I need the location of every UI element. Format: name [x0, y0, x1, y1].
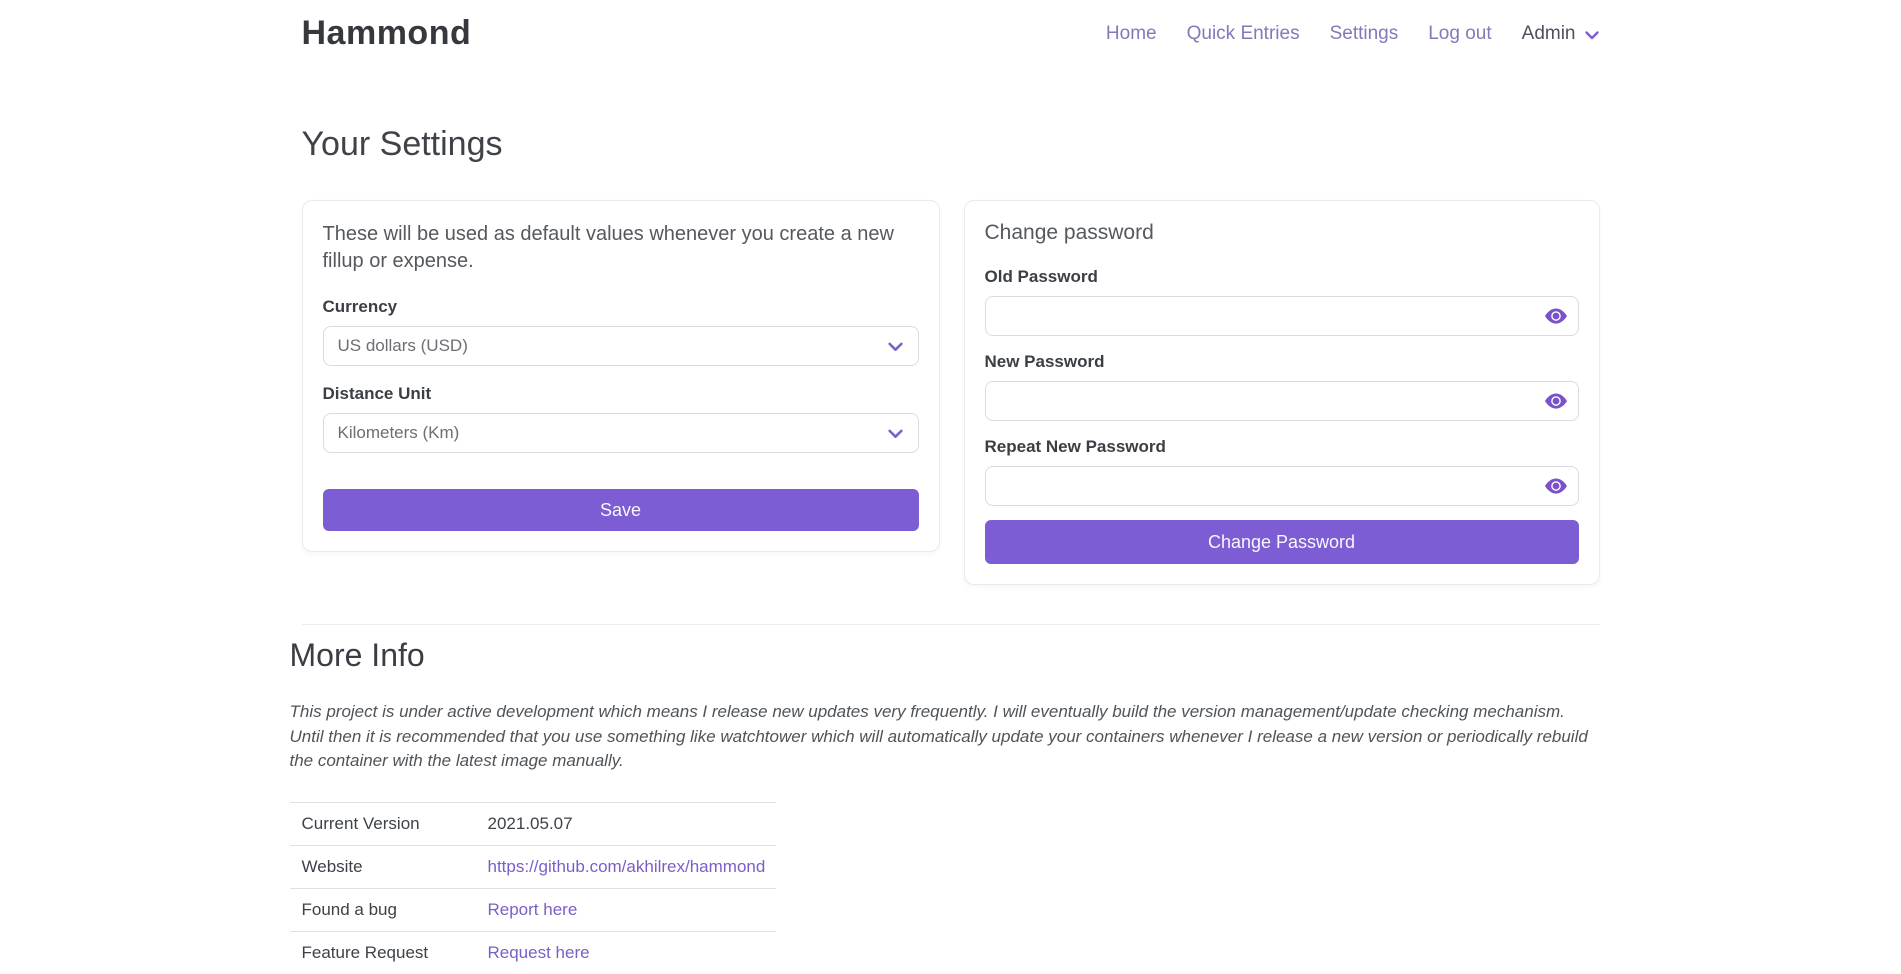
- table-row: [290, 931, 776, 974]
- save-button[interactable]: Save: [323, 489, 919, 531]
- toggle-repeat-password-visibility-button[interactable]: [1545, 475, 1567, 497]
- section-divider: [302, 624, 1600, 625]
- current-version-value: 2021.05.07: [476, 802, 776, 845]
- info-label: Feature Request: [290, 931, 476, 974]
- distance-unit-label: Distance Unit: [322, 384, 432, 403]
- chevron-down-icon: [887, 425, 904, 442]
- repeat-new-password-input[interactable]: [985, 466, 1579, 506]
- change-password-card: [964, 200, 1600, 585]
- more-info-section: [290, 637, 1600, 974]
- info-label: Website: [290, 845, 476, 888]
- nav-links: [1106, 23, 1600, 45]
- distance-unit-select[interactable]: [323, 413, 919, 453]
- development-note: This project is under active development which means I release new updates very frequently. I will eventually build the version management/update checking mechanism. Until then it is recommended that you use something like watchtower which will automatically update your containers whenever I release a new version or periodically rebuild the container with the latest image manually.: [289, 702, 1588, 771]
- new-password-input[interactable]: [985, 381, 1579, 421]
- eye-fill-icon: [1545, 305, 1567, 327]
- toggle-old-password-visibility-button[interactable]: [1545, 305, 1567, 327]
- currency-select[interactable]: [323, 326, 919, 366]
- currency-selected-value: US dollars (USD): [337, 336, 468, 355]
- admin-label: Admin: [1521, 22, 1576, 44]
- info-label: Current Version: [290, 802, 476, 845]
- info-table: [290, 802, 776, 974]
- default-values-card: [302, 200, 940, 552]
- report-bug-link[interactable]: Report here: [487, 899, 578, 919]
- nav-item-settings[interactable]: Settings: [1329, 22, 1399, 44]
- distance-selected-value: Kilometers (Km): [337, 423, 460, 442]
- top-nav: [302, 0, 1600, 53]
- eye-fill-icon: [1545, 475, 1567, 497]
- chevron-down-icon: [887, 338, 904, 355]
- table-row: [290, 802, 776, 845]
- info-label: Found a bug: [290, 888, 476, 931]
- more-info-title: More Info: [289, 637, 425, 673]
- change-password-button[interactable]: Change Password: [985, 520, 1579, 564]
- currency-label: Currency: [322, 297, 398, 316]
- nav-item-quick-entries[interactable]: Quick Entries: [1186, 22, 1300, 44]
- change-password-title: Change password: [984, 221, 1154, 244]
- chevron-down-icon: [1584, 27, 1600, 43]
- brand-logo[interactable]: Hammond: [301, 14, 472, 52]
- old-password-input[interactable]: [985, 296, 1579, 336]
- new-password-label: New Password: [984, 352, 1105, 371]
- eye-fill-icon: [1545, 390, 1567, 412]
- feature-request-link[interactable]: Request here: [487, 942, 590, 962]
- nav-item-logout[interactable]: Log out: [1428, 22, 1492, 44]
- website-link[interactable]: https://github.com/akhilrex/hammond: [487, 856, 766, 876]
- defaults-description: These will be used as default values whenever you create a new fillup or expense.: [322, 223, 894, 272]
- table-row: [290, 888, 776, 931]
- settings-page: [289, 125, 1600, 974]
- toggle-new-password-visibility-button[interactable]: [1545, 390, 1567, 412]
- repeat-new-password-label: Repeat New Password: [984, 437, 1166, 456]
- nav-item-home[interactable]: Home: [1105, 22, 1157, 44]
- old-password-label: Old Password: [984, 267, 1098, 286]
- admin-dropdown-toggle[interactable]: [1522, 23, 1600, 45]
- page-title: Your Settings: [301, 125, 503, 163]
- table-row: [290, 845, 776, 888]
